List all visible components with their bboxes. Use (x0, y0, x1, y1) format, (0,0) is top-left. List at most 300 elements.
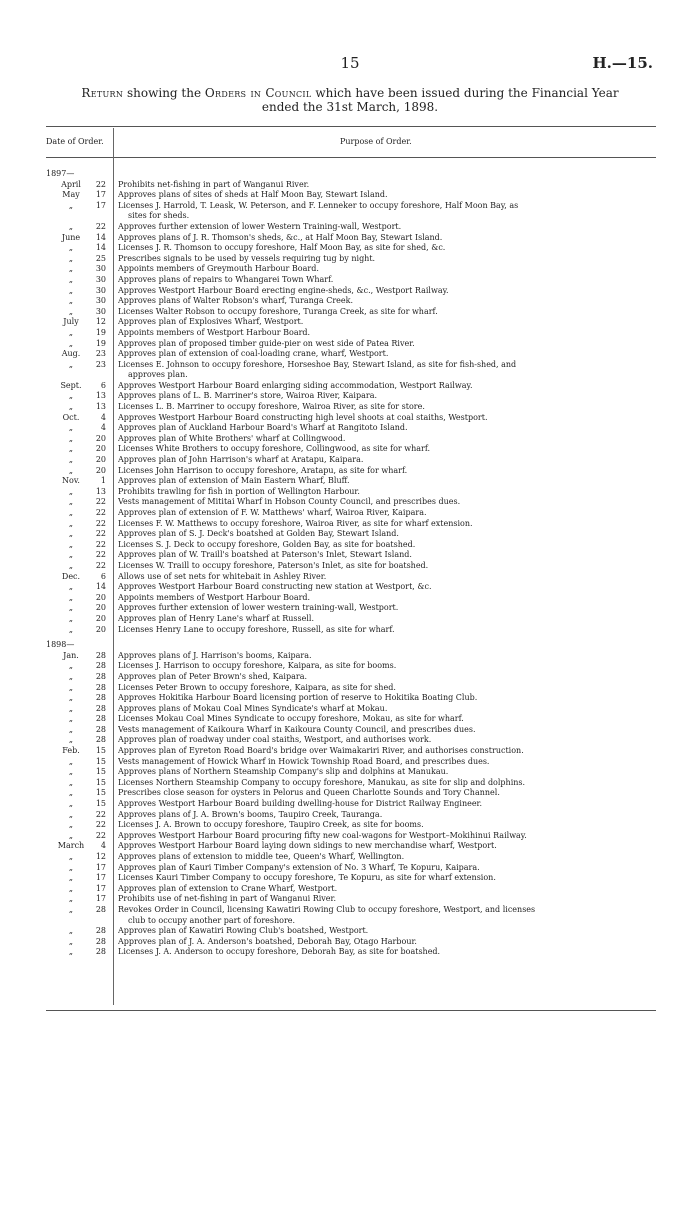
day-cell: 25 (95, 253, 106, 263)
purpose-cell: Approves plan of White Brothers' wharf at Collingwood. (118, 433, 346, 443)
month-cell: April (61, 179, 81, 189)
purpose-cell: Approves plan of extension of Main Eastern Wharf, Bluff. (118, 476, 350, 486)
day-cell: 14 (95, 232, 106, 242)
month-cell: June (61, 232, 81, 242)
table-row (46, 444, 654, 455)
month-cell: „ (68, 200, 74, 210)
month-cell: „ (68, 661, 74, 671)
month-cell: „ (68, 873, 74, 883)
day-cell: 22 (95, 508, 106, 517)
purpose-cell: Approves Westport Harbour Board constructing new station at Westport, &c. (118, 582, 432, 592)
day-cell: 23 (95, 359, 106, 369)
month-cell: „ (68, 624, 74, 634)
table-row (46, 614, 654, 625)
day-cell: 22 (95, 518, 106, 528)
table-row (46, 423, 654, 434)
purpose-cell: Approves plan of W. Traill's boatshed at Paterson's Inlet, Stewart Island. (118, 550, 412, 560)
table-row (46, 735, 654, 746)
month-cell: „ (68, 693, 74, 703)
day-cell: 13 (95, 402, 106, 412)
table-row (46, 349, 654, 360)
day-cell: 30 (95, 264, 106, 274)
table-row (46, 625, 654, 636)
table-row (46, 788, 654, 799)
day-cell: 17 (95, 200, 106, 210)
table-row (46, 402, 654, 413)
purpose-cell: Approves plans of Northern Steamship Company's slip and dolphins at Manukau. (118, 767, 449, 777)
day-cell: 20 (95, 465, 106, 475)
purpose-cell: Prescribes close season for oysters in Pelorus and Queen Charlotte Sounds and Tory Channel. (118, 788, 500, 798)
table-row (46, 370, 654, 381)
purpose-cell: Prescribes signals to be used by vessels requiring tug by night. (118, 253, 376, 263)
day-cell: 17 (95, 190, 106, 200)
day-cell: 17 (95, 883, 106, 893)
month-cell: „ (68, 703, 74, 713)
year-row (46, 640, 654, 651)
month-cell: July (63, 317, 79, 327)
purpose-cell: Appoints members of Westport Harbour Board. (118, 592, 311, 602)
day-cell: 13 (95, 391, 106, 401)
purpose-cell: Licenses Kauri Timber Company to occupy foreshore, Te Kopuru, as site for wharf extension. (118, 873, 496, 883)
purpose-cell: Licenses F. W. Matthews to occupy foreshore, Wairoa River, as site for wharf extension. (118, 518, 473, 528)
purpose-cell: sites for sheds. (128, 211, 190, 221)
table-row (46, 810, 654, 821)
table-row (46, 603, 654, 614)
day-cell: 30 (95, 274, 106, 284)
purpose-cell: Approves plan of Kauri Timber Company's extension of No. 3 Wharf, Te Kopuru, Kaipara. (118, 862, 480, 872)
day-cell: 20 (95, 444, 106, 454)
month-cell: „ (68, 724, 74, 734)
month-cell: May (62, 190, 80, 200)
day-cell: 22 (95, 529, 106, 539)
month-cell: „ (68, 444, 74, 454)
day-cell: 12 (95, 852, 106, 861)
month-cell: „ (68, 862, 74, 872)
purpose-cell: Approves plans of Walter Robson's wharf, Turanga Creek. (118, 296, 354, 306)
day-cell: 15 (95, 756, 106, 766)
purpose-cell: Licenses J. Harrold, T. Leask, W. Peterson, and F. Lenneker to occupy foreshore, Half Moon Bay, as (118, 200, 519, 210)
table-row (46, 905, 654, 916)
day-cell: 28 (95, 671, 106, 681)
table-row (46, 831, 654, 842)
day-cell: 28 (95, 661, 106, 671)
purpose-cell: Licenses Henry Lane to occupy foreshore, Russell, as site for wharf. (118, 624, 395, 634)
page-number: 15 (340, 54, 360, 72)
table-row (46, 746, 654, 757)
month-cell: „ (68, 465, 74, 475)
purpose-cell: Licenses L. B. Marriner to occupy foreshore, Wairoa River, as site for store. (118, 402, 425, 412)
day-cell: 17 (95, 873, 106, 883)
day-cell: 14 (95, 243, 106, 253)
purpose-cell: Vests management of Howick Wharf in Howick Township Road Board, and prescribes dues. (118, 756, 490, 766)
day-cell: 28 (95, 724, 106, 734)
table-row (46, 222, 654, 233)
title-word-orders: Orders in Council (204, 86, 312, 100)
table-row (46, 704, 654, 715)
table-row (46, 497, 654, 508)
day-cell: 15 (95, 767, 106, 777)
purpose-cell: Licenses J. R. Thomson to occupy foreshore, Half Moon Bay, as site for shed, &c. (118, 243, 446, 253)
day-cell: 22 (95, 809, 106, 819)
table-row (46, 572, 654, 583)
day-cell: 1 (100, 476, 106, 486)
table-row (46, 328, 654, 339)
month-cell: „ (68, 274, 74, 284)
day-cell: 22 (95, 820, 106, 830)
purpose-cell: Approves Westport Harbour Board procuring fifty new coal-wagons for Westport–Mokihinui Railway. (118, 830, 527, 840)
purpose-cell: Licenses Peter Brown to occupy foreshore, Kaipara, as site for shed. (118, 682, 396, 692)
table-row (46, 211, 654, 222)
year-cell: 1898— (46, 640, 75, 650)
day-cell: 15 (95, 788, 106, 798)
day-cell: 20 (95, 613, 106, 623)
purpose-cell: Licenses Walter Robson to occupy foreshore, Turanga Creek, as site for wharf. (118, 306, 438, 316)
table-row (46, 799, 654, 810)
day-cell: 28 (95, 714, 106, 724)
month-cell: Dec. (61, 571, 81, 581)
orders-table (46, 169, 654, 958)
document-reference: H.—15. (592, 54, 653, 72)
day-cell: 22 (95, 179, 106, 189)
month-cell: „ (68, 756, 74, 766)
table-row (46, 947, 654, 958)
table-row (46, 873, 654, 884)
top-rule (46, 126, 656, 127)
day-cell: 28 (95, 650, 106, 660)
day-cell: 17 (95, 894, 106, 904)
month-cell: „ (68, 455, 74, 465)
day-cell: 15 (95, 777, 106, 787)
table-row (46, 651, 654, 662)
purpose-cell: Approves plan of Eyreton Road Board's bridge over Waimakariri River, and authorises construction. (118, 746, 524, 756)
month-cell: Nov. (62, 476, 80, 486)
table-row (46, 926, 654, 937)
purpose-cell: Approves plans of repairs to Whangarei Town Wharf. (118, 274, 334, 284)
day-cell: 28 (95, 936, 106, 946)
month-cell: „ (68, 497, 74, 507)
year-row (46, 169, 654, 180)
table-row (46, 391, 654, 402)
title-text-1: showing the (123, 86, 205, 100)
table-row (46, 254, 654, 265)
table-row (46, 778, 654, 789)
month-cell: „ (68, 820, 74, 830)
purpose-cell: Approves plans of Mokau Coal Mines Syndicate's wharf at Mokau. (118, 703, 388, 713)
month-cell: „ (68, 904, 74, 914)
purpose-cell: Approves Hokitika Harbour Board licensing portion of reserve to Hokitika Boating Club. (118, 693, 478, 703)
purpose-cell: Approves plans of J. A. Brown's booms, Taupiro Creek, Tauranga. (118, 809, 383, 819)
purpose-cell: Licenses S. J. Deck to occupy foreshore, Golden Bay, as site for boatshed. (118, 539, 416, 549)
day-cell: 6 (100, 380, 106, 390)
purpose-cell: Approves plan of proposed timber guide-pier on west side of Patea River. (118, 338, 415, 348)
purpose-cell: Approves plan of Peter Brown's shed, Kaipara. (118, 671, 307, 681)
table-row (46, 683, 654, 694)
month-cell: Sept. (60, 380, 82, 390)
month-cell: „ (68, 391, 74, 401)
purpose-cell: Approves Westport Harbour Board enlarging siding accommodation, Westport Railway. (118, 380, 473, 390)
month-cell: Aug. (61, 349, 81, 359)
table-row (46, 852, 654, 863)
month-cell: „ (68, 338, 74, 348)
table-row (46, 275, 654, 286)
month-cell: „ (68, 682, 74, 692)
day-cell: 15 (95, 746, 106, 756)
purpose-cell: Appoints members of Westport Harbour Board. (118, 327, 311, 337)
table-row (46, 582, 654, 593)
bottom-rule (46, 1010, 656, 1011)
table-row (46, 243, 654, 254)
year-cell: 1897— (46, 169, 75, 178)
table-row (46, 757, 654, 768)
table-row (46, 381, 654, 392)
purpose-cell: Approves plan of Explosives Wharf, Westport. (118, 317, 304, 327)
purpose-cell: Approves plan of extension of coal-loading crane, wharf, Westport. (118, 349, 389, 359)
table-row (46, 916, 654, 927)
table-row (46, 434, 654, 445)
day-cell: 22 (95, 221, 106, 231)
day-cell: 20 (95, 603, 106, 613)
column-header-date: Date of Order. (46, 137, 104, 146)
day-cell: 23 (95, 349, 106, 359)
table-row (46, 296, 654, 307)
purpose-cell: Licenses White Brothers to occupy foreshore, Collingwood, as site for wharf. (118, 444, 431, 454)
day-cell: 19 (95, 327, 106, 337)
month-cell: Feb. (62, 746, 80, 756)
month-cell: „ (68, 799, 74, 809)
table-row (46, 233, 654, 244)
table-row (46, 841, 654, 852)
purpose-cell: Licenses J. Harrison to occupy foreshore, Kaipara, as site for booms. (118, 661, 397, 671)
month-cell: „ (68, 613, 74, 623)
purpose-cell: approves plan. (128, 370, 188, 380)
purpose-cell: Approves plan of John Harrison's wharf at Aratapu, Kaipara. (118, 455, 364, 465)
day-cell: 28 (95, 926, 106, 936)
month-cell: Jan. (63, 650, 79, 660)
month-cell: „ (68, 402, 74, 412)
purpose-cell: Licenses Mokau Coal Mines Syndicate to occupy foreshore, Mokau, as site for wharf. (118, 714, 464, 724)
purpose-cell: Approves Westport Harbour Board building dwelling-house for District Railway Engineer. (118, 799, 483, 809)
day-cell: 4 (100, 423, 106, 433)
month-cell: „ (68, 327, 74, 337)
table-row (46, 339, 654, 350)
purpose-cell: Vests management of Kaikoura Wharf in Kaikoura County Council, and prescribes dues. (118, 724, 476, 734)
month-cell: „ (68, 221, 74, 231)
table-row (46, 725, 654, 736)
day-cell: 28 (95, 682, 106, 692)
day-cell: 19 (95, 338, 106, 348)
purpose-cell: Approves plan of extension to Crane Wharf, Westport. (118, 883, 338, 893)
month-cell: „ (68, 947, 74, 957)
day-cell: 28 (95, 904, 106, 914)
month-cell: „ (68, 253, 74, 263)
table-row (46, 508, 654, 519)
day-cell: 4 (100, 412, 106, 422)
purpose-cell: Licenses E. Johnson to occupy foreshore, Horseshoe Bay, Stewart Island, as site for fish-shed, and (118, 359, 517, 369)
month-cell: „ (68, 423, 74, 433)
purpose-cell: Approves plan of Henry Lane's wharf at Russell. (118, 613, 314, 623)
purpose-cell: Approves plan of Kawatiri Rowing Club's boatshed, Westport. (118, 926, 369, 936)
purpose-cell: Licenses W. Traill to occupy foreshore, Paterson's Inlet, as site for boatshed. (118, 560, 429, 570)
table-row (46, 455, 654, 466)
table-row (46, 767, 654, 778)
table-row (46, 550, 654, 561)
table-row (46, 593, 654, 604)
month-cell: „ (68, 809, 74, 819)
table-row (46, 561, 654, 572)
title-text-2: which have been issued during the Financial Year (311, 86, 619, 100)
month-cell: „ (68, 714, 74, 724)
day-cell: 6 (100, 571, 106, 581)
purpose-cell: Approves further extension of lower Western Training-wall, Westport. (118, 221, 402, 231)
table-row (46, 201, 654, 212)
month-cell: „ (68, 560, 74, 570)
month-cell: „ (68, 767, 74, 777)
day-cell: 17 (95, 862, 106, 872)
month-cell: „ (68, 264, 74, 274)
month-cell: „ (68, 550, 74, 560)
month-cell: „ (68, 883, 74, 893)
purpose-cell: Licenses J. A. Anderson to occupy foreshore, Deborah Bay, as site for boatshed. (118, 947, 441, 957)
month-cell: „ (68, 296, 74, 306)
month-cell: „ (68, 671, 74, 681)
table-row (46, 190, 654, 201)
day-cell: 30 (95, 306, 106, 316)
month-cell: „ (68, 433, 74, 443)
day-cell: 22 (95, 550, 106, 560)
month-cell: March (57, 841, 85, 851)
day-cell: 20 (95, 433, 106, 443)
table-row (46, 529, 654, 540)
table-row (46, 519, 654, 530)
table-row (46, 693, 654, 704)
table-row (46, 487, 654, 498)
purpose-cell: Approves Westport Harbour Board laying down sidings to new merchandise wharf, Westport. (118, 841, 497, 851)
month-cell: „ (68, 777, 74, 787)
purpose-cell: Approves plan of J. A. Anderson's boatshed, Deborah Bay, Otago Harbour. (118, 936, 417, 946)
table-row (46, 360, 654, 371)
title-line-2: ended the 31st March, 1898. (261, 100, 439, 114)
purpose-cell: Vests management of Mititai Wharf in Hobson County Council, and prescribes dues. (118, 497, 461, 507)
day-cell: 28 (95, 735, 106, 745)
purpose-cell: Approves plan of roadway under coal staiths, Westport, and authorises work. (118, 735, 432, 745)
day-cell: 22 (95, 539, 106, 549)
table-row (46, 937, 654, 948)
table-row (46, 863, 654, 874)
table-row (46, 820, 654, 831)
day-cell: 20 (95, 455, 106, 465)
day-cell: 20 (95, 624, 106, 634)
month-cell: „ (68, 285, 74, 295)
table-row (46, 307, 654, 318)
table-row (46, 714, 654, 725)
day-cell: 28 (95, 693, 106, 703)
day-cell: 30 (95, 285, 106, 295)
month-cell: „ (68, 529, 74, 539)
month-cell: „ (68, 603, 74, 613)
purpose-cell: Approves Westport Harbour Board erecting engine-sheds, &c., Westport Railway. (118, 285, 449, 295)
month-cell: „ (68, 508, 74, 517)
day-cell: 12 (95, 317, 106, 327)
day-cell: 22 (95, 830, 106, 840)
purpose-cell: Approves plans of extension to middle tee, Queen's Wharf, Wellington. (118, 852, 405, 861)
purpose-cell: Licenses J. A. Brown to occupy foreshore, Taupiro Creek, as site for booms. (118, 820, 424, 830)
table-row (46, 540, 654, 551)
purpose-cell: Approves plans of J. R. Thomson's sheds, &c., at Half Moon Bay, Stewart Island. (118, 232, 443, 242)
table-row (46, 413, 654, 424)
purpose-cell: Prohibits use of net-fishing in part of Wanganui River. (118, 894, 337, 904)
purpose-cell: Approves plans of sites of sheds at Half Moon Bay, Stewart Island. (118, 190, 388, 200)
day-cell: 30 (95, 296, 106, 306)
month-cell: „ (68, 788, 74, 798)
month-cell: Oct. (62, 412, 80, 422)
purpose-cell: Approves plan of S. J. Deck's boatshed at Golden Bay, Stewart Island. (118, 529, 399, 539)
page-title (46, 86, 654, 114)
month-cell: „ (68, 243, 74, 253)
purpose-cell: club to occupy another part of foreshore. (128, 915, 296, 925)
month-cell: „ (68, 592, 74, 602)
purpose-cell: Prohibits trawling for fish in portion of Wellington Harbour. (118, 486, 360, 496)
purpose-cell: Licenses Northern Steamship Company to occupy foreshore, Manukau, as site for slip and dolphins. (118, 777, 526, 787)
table-row (46, 180, 654, 191)
month-cell: „ (68, 735, 74, 745)
day-cell: 4 (100, 841, 106, 851)
day-cell: 15 (95, 799, 106, 809)
month-cell: „ (68, 486, 74, 496)
table-row (46, 466, 654, 477)
purpose-cell: Approves plans of J. Harrison's booms, Kaipara. (118, 650, 312, 660)
table-row (46, 476, 654, 487)
table-row (46, 672, 654, 683)
month-cell: „ (68, 539, 74, 549)
purpose-cell: Allows use of set nets for whitebait in Ashley River. (118, 571, 327, 581)
day-cell: 22 (95, 560, 106, 570)
month-cell: „ (68, 306, 74, 316)
month-cell: „ (68, 894, 74, 904)
purpose-cell: Licenses John Harrison to occupy foreshore, Aratapu, as site for wharf. (118, 465, 408, 475)
purpose-cell: Revokes Order in Council, licensing Kawatiri Rowing Club to occupy foreshore, Westport, and licenses (118, 904, 536, 914)
day-cell: 22 (95, 497, 106, 507)
month-cell: „ (68, 518, 74, 528)
day-cell: 20 (95, 592, 106, 602)
purpose-cell: Appoints members of Greymouth Harbour Board. (118, 264, 319, 274)
day-cell: 28 (95, 703, 106, 713)
table-row (46, 661, 654, 672)
day-cell: 13 (95, 486, 106, 496)
month-cell: „ (68, 936, 74, 946)
purpose-cell: Approves Westport Harbour Board constructing high level shoots at coal staiths, Westport. (118, 412, 488, 422)
header-rule (46, 157, 656, 158)
table-row (46, 286, 654, 297)
purpose-cell: Approves plan of Auckland Harbour Board's Wharf at Rangitoto Island. (118, 423, 408, 433)
purpose-cell: Approves further extension of lower western training-wall, Westport. (118, 603, 399, 613)
day-cell: 28 (95, 947, 106, 957)
day-cell: 14 (95, 582, 106, 592)
table-row (46, 264, 654, 275)
purpose-cell: Approves plan of extension of F. W. Matthews' wharf, Wairoa River, Kaipara. (118, 508, 427, 517)
table-row (46, 894, 654, 905)
month-cell: „ (68, 926, 74, 936)
table-row (46, 317, 654, 328)
month-cell: „ (68, 359, 74, 369)
purpose-cell: Prohibits net-fishing in part of Wanganui River. (118, 179, 310, 189)
purpose-cell: Approves plans of L. B. Marriner's store, Wairoa River, Kaipara. (118, 391, 378, 401)
month-cell: „ (68, 830, 74, 840)
column-header-purpose: Purpose of Order. (340, 137, 412, 146)
month-cell: „ (68, 582, 74, 592)
title-word-return: Return (81, 86, 124, 100)
table-row (46, 884, 654, 895)
month-cell: „ (68, 852, 74, 861)
